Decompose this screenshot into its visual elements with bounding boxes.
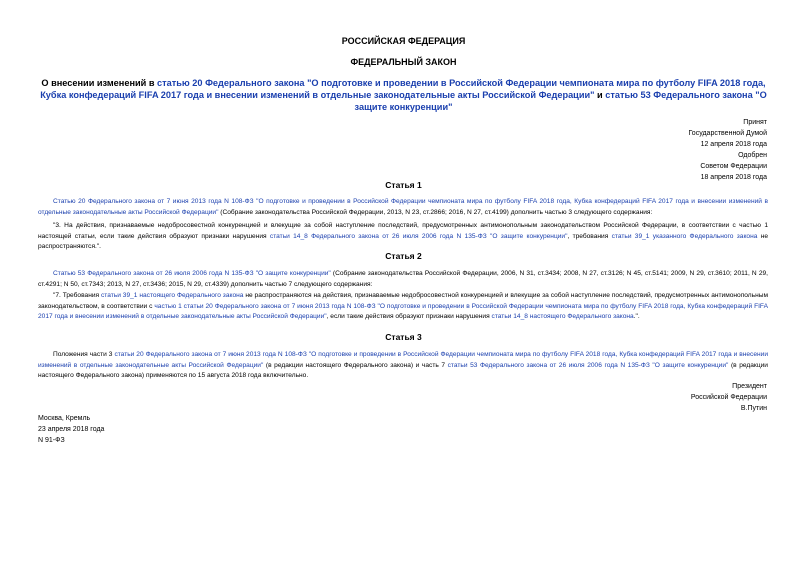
- article-3-paragraph: [38, 350, 768, 382]
- title-mid: и: [594, 90, 606, 100]
- article-2-quote-text: , если такие действия образуют признаки нарушения: [326, 313, 492, 320]
- article-1-quote-text: не распространяются.".: [38, 232, 769, 250]
- adoption-line: 12 апреля 2018 года: [700, 141, 767, 148]
- article-1-text: (Собрание законодательства Российской Федерации, 2013, N 23, ст.2866; 2016, N 27, ст.4199) дополнить частью 3 следующего содержания:: [218, 208, 653, 216]
- signature-block: [691, 381, 767, 414]
- article-2-paragraph-2: [38, 291, 768, 323]
- law-title: [28, 77, 779, 113]
- article-2-link-article20-part1[interactable]: частью 1 статьи 20 Федерального закона от 7 июня 2013 года N 108-ФЗ "О подготовке и проведении в Российской Федерации чемпионата мира по футболу FIFA 2018 года, Кубка конфедераций FIFA 2017 года и внесении изменений в отдельные законодательные акты Российской Федерации": [38, 302, 768, 320]
- article-3-text: (в редакции настоящего Федерального закона) применяются по 15 августа 2018 года включительно.: [38, 361, 768, 379]
- article-3-text: Положения части 3: [53, 351, 115, 358]
- article-3-text: (в редакции настоящего Федерального закона) и часть 7: [263, 361, 448, 369]
- article-1-heading: Статья 1: [385, 180, 422, 190]
- article-2-link-39-1[interactable]: статьи 39_1 настоящего Федерального закона: [101, 292, 244, 299]
- adoption-line: Государственной Думой: [688, 130, 767, 137]
- article-2-heading: Статья 2: [385, 251, 422, 261]
- footer-block: [38, 413, 104, 446]
- adoption-line: 18 апреля 2018 года: [700, 174, 767, 181]
- article-1-link-14-8[interactable]: статьи 14_8 Федерального закона от 26 июля 2006 года N 135-ФЗ "О защите конкуренции": [269, 232, 568, 240]
- article-2-quote-text: не распространяются на действия, признаваемые недобросовестной конкуренцией и влекущие за собой наступление последствий, предусмотренных антимонопольным законодательством, в соответствии с: [38, 292, 769, 310]
- article-2-link-14-8[interactable]: статьи 14_8 настоящего Федерального закона: [491, 313, 634, 320]
- title-prefix: О внесении изменений в: [41, 78, 158, 88]
- title-link-article53[interactable]: статью 53 Федерального закона "О защите конкуренции": [354, 90, 767, 112]
- signature-line: В.Путин: [740, 405, 767, 412]
- adoption-block: [688, 117, 767, 183]
- adoption-line: Принят: [743, 119, 767, 126]
- article-1-quote-text: "3. На действия, признаваемые недобросовестной конкуренцией и влекущие за собой наступление последствий, предусмотренных антимонопольным законодательством Российской Федерации, в соответствии с частью 1 настоящей статьи, если такие действия образуют признаки нарушения: [38, 222, 768, 240]
- footer-line: 23 апреля 2018 года: [38, 426, 105, 433]
- article-1-quote-text: , требования: [567, 232, 612, 240]
- article-1-paragraph-2: [38, 221, 768, 253]
- adoption-line: Одобрен: [738, 152, 767, 159]
- article-2-paragraph-1: [38, 269, 768, 290]
- article-1-link[interactable]: Статью 20 Федерального закона от 7 июня 2013 года N 108-ФЗ "О подготовке и проведении в Российской Федерации чемпионата мира по футболу FIFA 2018 года, Кубка конфедераций FIFA 2017 года и внесении изменений в отдельные законодательные акты Российской Федерации": [38, 198, 768, 216]
- signature-line: Президент: [732, 383, 767, 390]
- article-3-link-article20[interactable]: статьи 20 Федерального закона от 7 июня 2013 года N 108-ФЗ "О подготовке и проведении в Российской Федерации чемпионата мира по футболу FIFA 2018 года, Кубка конфедераций FIFA 2017 года и внесении изменений в отдельные законодательные акты Российской Федерации": [38, 351, 769, 369]
- article-2-quote-text: "7. Требования: [53, 292, 101, 299]
- footer-line: Москва, Кремль: [38, 415, 91, 422]
- article-2-link[interactable]: Статью 53 Федерального закона от 26 июля 2006 года N 135-ФЗ "О защите конкуренции": [53, 270, 331, 277]
- article-2-quote-text: .".: [633, 313, 640, 320]
- article-1-link-39-1[interactable]: статьи 39_1 указанного Федерального закона: [611, 232, 758, 240]
- law-type-heading: ФЕДЕРАЛЬНЫЙ ЗАКОН: [350, 57, 457, 67]
- article-2-text: (Собрание законодательства Российской Федерации, 2006, N 31, ст.3434; 2008, N 27, ст.3126; N 45, ст.5141; 2009, N 29, ст.3610; 2011, N 29, ст.4291; N 50, ст.7343; 2013, N 27, ст.3436; 2015, N 29, ст.4339) дополнить частью 7 следующего содержания:: [38, 270, 769, 288]
- signature-line: Российской Федерации: [690, 394, 767, 401]
- title-link-article20[interactable]: статью 20 Федерального закона "О подготовке и проведении в Российской Федерации чемпионата мира по футболу FIFA 2018 года, Кубка конфедераций FIFA 2017 года и внесении изменений в отдельные законодательные акты Российской Федерации": [40, 78, 766, 100]
- country-heading: РОССИЙСКАЯ ФЕДЕРАЦИЯ: [341, 36, 466, 46]
- article-3-link-article53[interactable]: статьи 53 Федерального закона от 26 июля 2006 года N 135-ФЗ "О защите конкуренции": [447, 361, 729, 369]
- adoption-line: Советом Федерации: [700, 163, 767, 170]
- footer-line: N 91-ФЗ: [38, 437, 65, 444]
- article-1-paragraph-1: [38, 197, 768, 218]
- article-3-heading: Статья 3: [385, 332, 422, 342]
